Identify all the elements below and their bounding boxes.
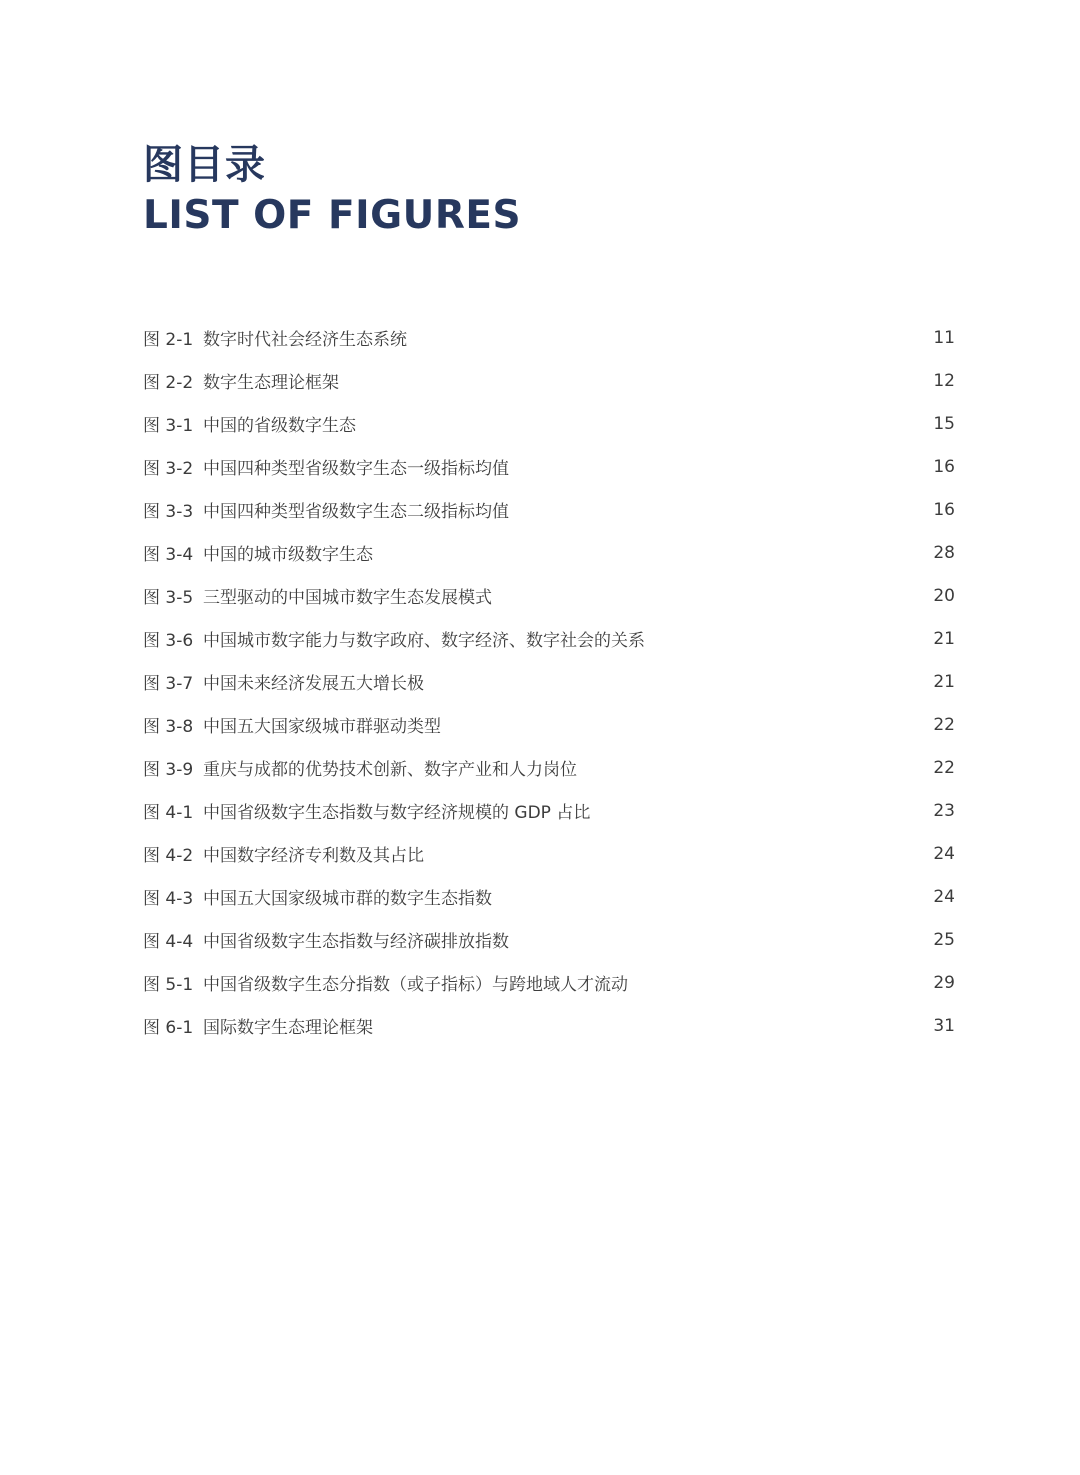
figure-title: 中国四种类型省级数字生态二级指标均值: [203, 502, 509, 522]
figure-list-item[interactable]: [143, 574, 955, 617]
figure-title: 中国的省级数字生态: [203, 416, 356, 436]
page-number: 21: [933, 671, 955, 692]
figure-list-item[interactable]: [143, 875, 955, 918]
figure-list-item[interactable]: [143, 1004, 955, 1047]
figure-list-item[interactable]: [143, 316, 955, 359]
figure-list-item[interactable]: [143, 359, 955, 402]
figure-number: 图 3-3: [143, 502, 194, 522]
figure-number: 图 3-9: [143, 760, 194, 780]
figure-title: 数字时代社会经济生态系统: [203, 330, 407, 350]
page-number: 29: [933, 972, 955, 993]
page-number: 16: [933, 456, 955, 477]
figure-title: 中国数字经济专利数及其占比: [203, 846, 424, 866]
page-number: 22: [933, 714, 955, 735]
page-title-cn: 图目录: [143, 142, 266, 188]
figure-list-item[interactable]: [143, 531, 955, 574]
figure-number: 图 4-3: [143, 889, 194, 909]
figure-title: 中国五大国家级城市群驱动类型: [203, 717, 441, 737]
figure-list-item[interactable]: [143, 445, 955, 488]
figure-title: 中国的城市级数字生态: [203, 545, 373, 565]
figure-number: 图 3-5: [143, 588, 194, 608]
figure-title: 重庆与成都的优势技术创新、数字产业和人力岗位: [203, 760, 577, 780]
page-number: 11: [933, 327, 955, 348]
page-number: 24: [933, 886, 955, 907]
page-number: 24: [933, 843, 955, 864]
figure-title: 中国省级数字生态分指数（或子指标）与跨地域人才流动: [203, 975, 628, 995]
figure-number: 图 4-1: [143, 803, 194, 823]
page-number: 15: [933, 413, 955, 434]
figure-number: 图 6-1: [143, 1018, 194, 1038]
figure-list-item[interactable]: [143, 918, 955, 961]
figure-title: 三型驱动的中国城市数字生态发展模式: [203, 588, 492, 608]
figure-list-item[interactable]: [143, 488, 955, 531]
page-number: 25: [933, 929, 955, 950]
figure-number: 图 3-7: [143, 674, 194, 694]
page-number: 21: [933, 628, 955, 649]
figure-list-item[interactable]: [143, 789, 955, 832]
figure-list: [143, 316, 955, 1047]
figure-number: 图 2-2: [143, 373, 194, 393]
figure-list-item[interactable]: [143, 660, 955, 703]
figure-title: 中国省级数字生态指数与经济碳排放指数: [203, 932, 509, 952]
figure-list-item[interactable]: [143, 703, 955, 746]
page-number: 16: [933, 499, 955, 520]
figure-list-item[interactable]: [143, 961, 955, 1004]
figure-list-item[interactable]: [143, 402, 955, 445]
page-title-en: LIST OF FIGURES: [143, 193, 522, 238]
figure-title: 中国省级数字生态指数与数字经济规模的 GDP 占比: [203, 803, 591, 823]
figure-title: 国际数字生态理论框架: [203, 1018, 373, 1038]
figure-list-item[interactable]: [143, 617, 955, 660]
figure-number: 图 3-8: [143, 717, 194, 737]
figure-number: 图 3-4: [143, 545, 194, 565]
figure-title: 数字生态理论框架: [203, 373, 339, 393]
title-block: [143, 140, 843, 242]
figure-number: 图 3-6: [143, 631, 194, 651]
figure-title: 中国五大国家级城市群的数字生态指数: [203, 889, 492, 909]
figure-list-item[interactable]: [143, 832, 955, 875]
page-number: 22: [933, 757, 955, 778]
figure-title: 中国城市数字能力与数字政府、数字经济、数字社会的关系: [203, 631, 645, 651]
figure-title: 中国四种类型省级数字生态一级指标均值: [203, 459, 509, 479]
page-number: 28: [933, 542, 955, 563]
page-number: 23: [933, 800, 955, 821]
figure-number: 图 5-1: [143, 975, 194, 995]
figure-number: 图 4-2: [143, 846, 194, 866]
figure-number: 图 3-2: [143, 459, 194, 479]
figure-list-item[interactable]: [143, 746, 955, 789]
figure-number: 图 4-4: [143, 932, 194, 952]
figure-title: 中国未来经济发展五大增长极: [203, 674, 424, 694]
page-number: 12: [933, 370, 955, 391]
figure-number: 图 3-1: [143, 416, 194, 436]
page-number: 20: [933, 585, 955, 606]
page-number: 31: [933, 1015, 955, 1036]
figure-number: 图 2-1: [143, 330, 194, 350]
